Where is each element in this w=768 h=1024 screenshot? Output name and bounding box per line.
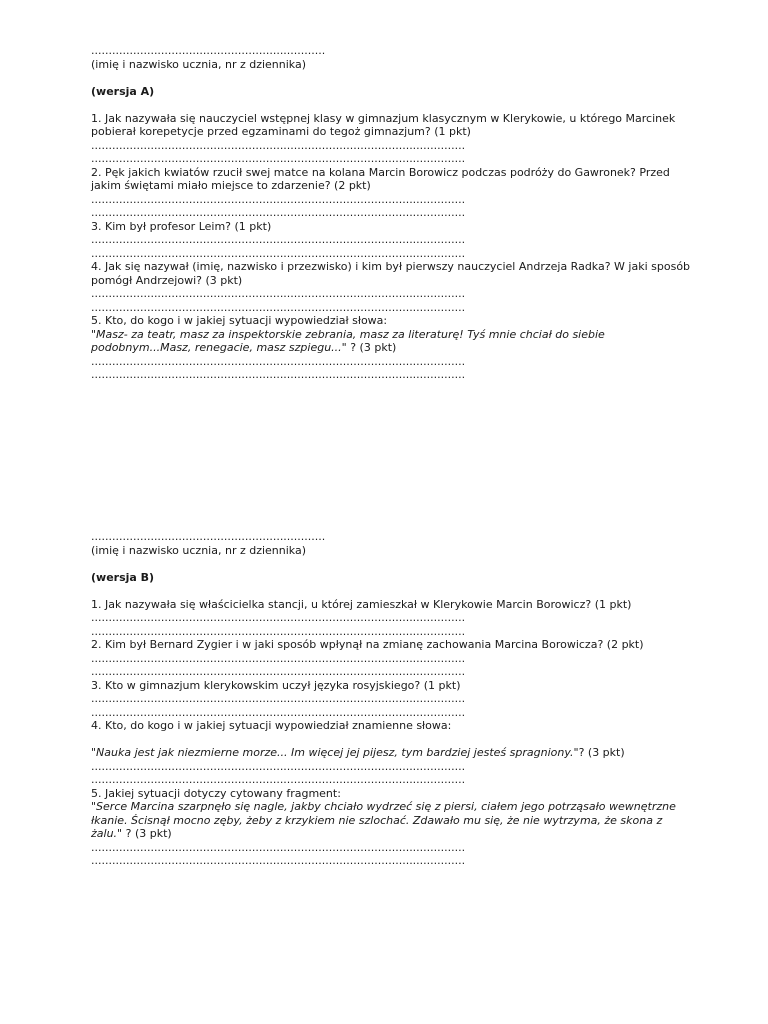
answer-line: ........................................................................................................... <box>91 192 466 206</box>
answer-line: ........................................................................................................... <box>91 705 466 719</box>
answer-line: ........................................................................................................... <box>91 624 466 638</box>
answer-line: ........................................................................................................... <box>91 152 466 165</box>
name-dotted-line: ................................................................... <box>91 44 326 57</box>
question-2: 2. Pęk jakich kwiatów rzucił swej matce na kolana Marcin Borowicz podczas podróży do Gawronek? Przed jakim świętami miało miejsce to zdarzenie? (2 pkt) <box>91 165 674 192</box>
answer-line: ........................................................................................................... <box>91 665 466 678</box>
question-2: 2. Kim był Bernard Zygier i w jaki sposób wpłynął na zmianę zachowania Marcina Borowicza? (2 pkt) <box>91 638 644 651</box>
answer-line: ........................................................................................................... <box>91 246 466 260</box>
question-5-quote: "Serce Marcina szarpnęło się nagle, jakby chciało wydrzeć się z piersi, ciałem jego potrząsało wewnętrzne łkanie. Ścisnął mocno zęby, żeby z krzykiem nie szlochać. Zdawało mu się, że nie wytrzyma, że skona z żalu." <box>91 800 680 840</box>
answer-line: ........................................................................................................... <box>91 233 466 246</box>
version-title: (wersja A) <box>91 84 155 98</box>
question-4-points: ? (3 pkt) <box>578 746 625 759</box>
answer-line: ........................................................................................................... <box>91 138 466 152</box>
answer-line: ........................................................................................................... <box>91 354 466 368</box>
answer-line: ........................................................................................................... <box>91 773 466 786</box>
question-3: 3. Kto w gimnazjum klerykowskim uczył języka rosyjskiego? (1 pkt) <box>91 678 461 692</box>
answer-line: ........................................................................................................... <box>91 759 466 773</box>
question-4-quote: "Nauka jest jak niezmierne morze... Im więcej jej pijesz, tym bardziej jesteś spragniony." <box>91 746 579 759</box>
question-5-lead: 5. Kto, do kogo i w jakiej sytuacji wypowiedział słowa: <box>91 314 388 327</box>
answer-line: ........................................................................................................... <box>91 368 466 381</box>
question-1: 1. Jak nazywała się właścicielka stancji, u której zamieszkał w Klerykowie Marcin Borowicz? (1 pkt) <box>91 597 632 611</box>
question-4-lead: 4. Kto, do kogo i w jakiej sytuacji wypowiedział znamienne słowa: <box>91 719 452 732</box>
question-5-quote: "Masz- za teatr, masz za inspektorskie zebrania, masz za literaturę! Tyś mnie chciał do siebie podobnym...Masz, renegacie, masz szpiegu..." <box>91 327 609 354</box>
question-5 <box>91 328 691 355</box>
question-5-lead: 5. Jakiej sytuacji dotyczy cytowany fragment: <box>91 786 341 800</box>
answer-line: ........................................................................................................... <box>91 854 466 867</box>
answer-line: ........................................................................................................... <box>91 287 466 300</box>
quiz-version-a <box>91 44 694 382</box>
answer-line: ........................................................................................................... <box>91 840 466 854</box>
answer-line: ........................................................................................................... <box>91 611 466 624</box>
answer-line: ........................................................................................................... <box>91 206 466 219</box>
question-3: 3. Kim był profesor Leim? (1 pkt) <box>91 219 272 233</box>
question-5-points: ? (3 pkt) <box>122 827 172 840</box>
answer-line: ........................................................................................................... <box>91 300 466 314</box>
name-label: (imię i nazwisko ucznia, nr z dziennika) <box>91 543 307 557</box>
question-1: 1. Jak nazywała się nauczyciel wstępnej klasy w gimnazjum klasycznym w Klerykowie, u którego Marcinek pobierał korepetycje przed egzaminami do tegoż gimnazjum? (1 pkt) <box>91 111 679 138</box>
answer-line: ........................................................................................................... <box>91 692 466 705</box>
name-label: (imię i nazwisko ucznia, nr z dziennika) <box>91 57 307 71</box>
quiz-version-b <box>91 530 691 868</box>
version-title: (wersja B) <box>91 570 155 584</box>
name-dotted-line: ................................................................... <box>91 530 326 543</box>
question-4 <box>91 746 691 760</box>
answer-line: ........................................................................................................... <box>91 651 466 665</box>
question-5 <box>91 800 691 841</box>
question-4: 4. Jak się nazywał (imię, nazwisko i przezwisko) i kim był pierwszy nauczyciel Andrzeja Radka? W jaki sposób pomógł Andrzejowi? (3 pkt) <box>91 260 694 287</box>
question-5-points: ? (3 pkt) <box>346 341 397 354</box>
